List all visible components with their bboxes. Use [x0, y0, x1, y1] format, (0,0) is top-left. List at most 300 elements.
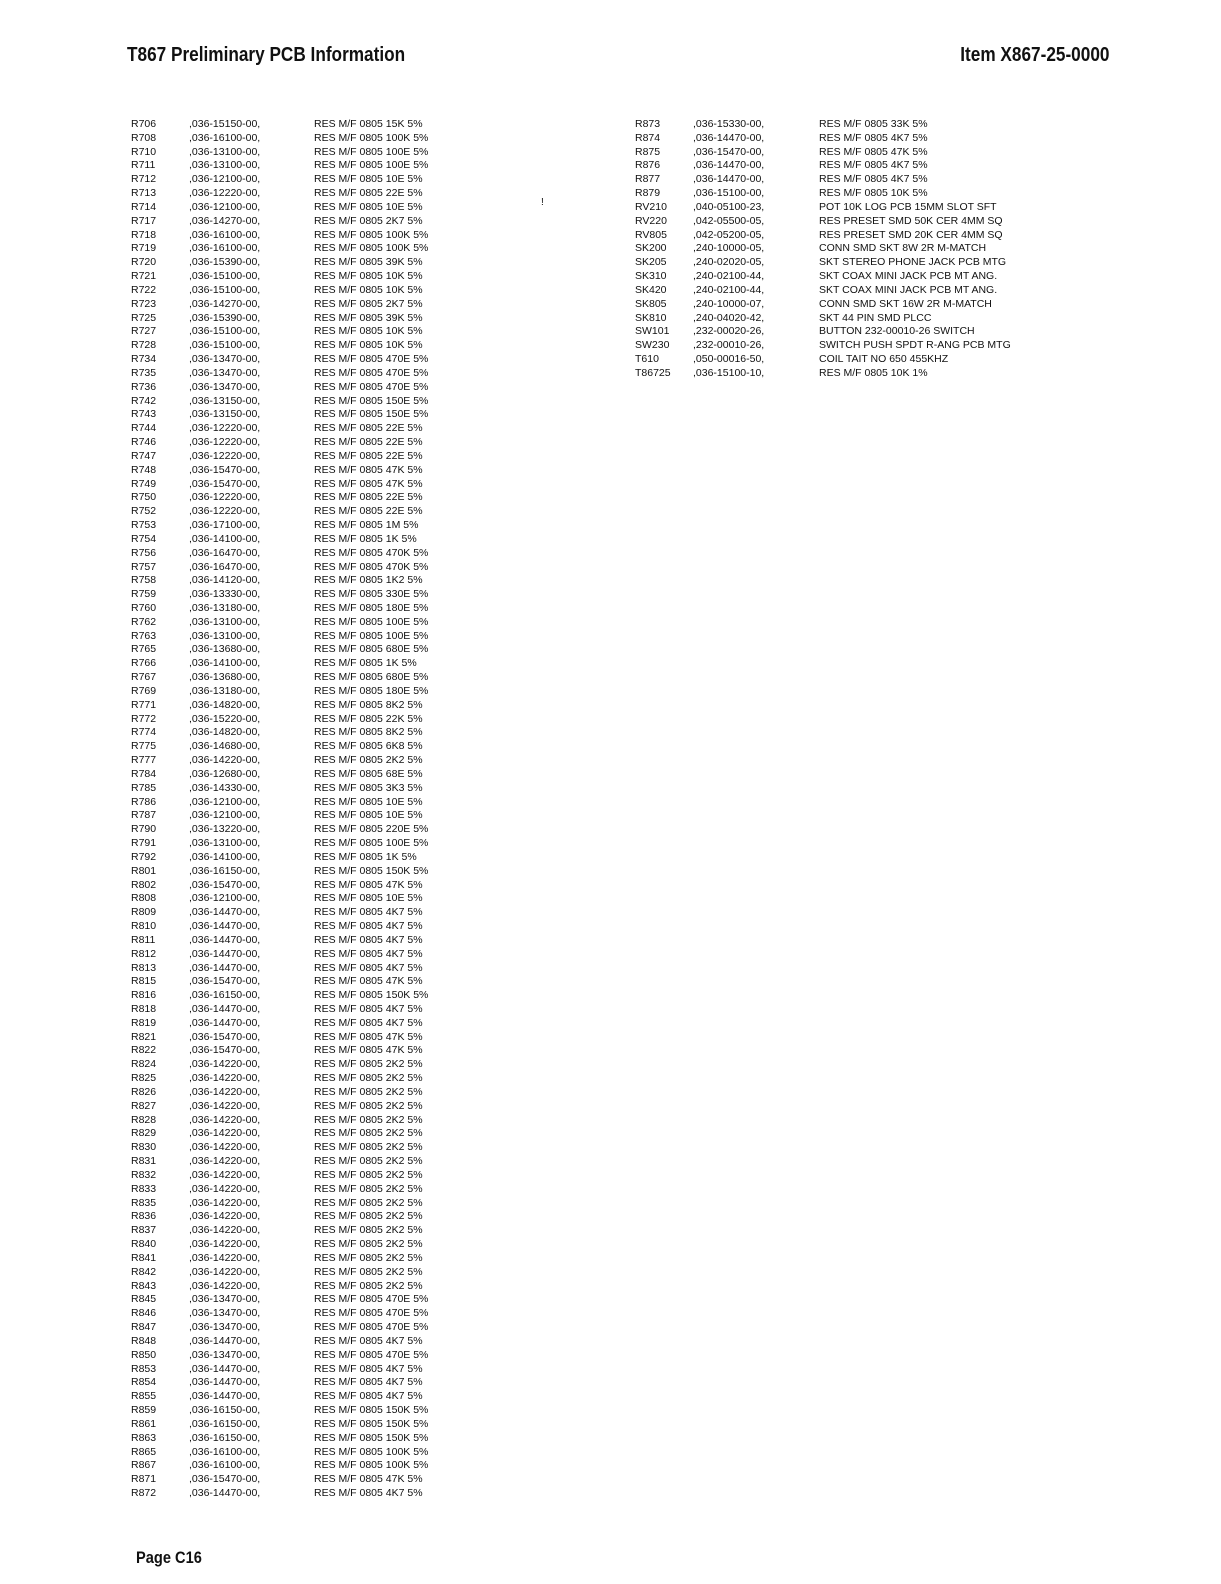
part-description: RES M/F 0805 10E 5% [314, 809, 423, 822]
part-number: ,036-16100-00, [189, 228, 261, 241]
part-row [635, 367, 1065, 381]
part-reference: R743 [131, 408, 157, 421]
part-row [131, 1210, 531, 1224]
part-number: ,036-12100-00, [189, 892, 261, 905]
part-row [635, 256, 1065, 270]
part-number: ,036-16100-00, [189, 131, 261, 144]
part-row [131, 1363, 531, 1377]
part-number: ,036-13100-00, [189, 159, 261, 172]
part-number: ,036-16470-00, [189, 546, 261, 559]
part-row [131, 464, 531, 478]
part-row [131, 754, 531, 768]
part-reference: R710 [131, 145, 157, 158]
part-description: RES M/F 0805 39K 5% [314, 311, 423, 324]
part-number: ,240-10000-05, [693, 242, 765, 255]
part-number: ,036-12220-00, [189, 187, 261, 200]
part-reference: R840 [131, 1238, 157, 1251]
part-description: COIL TAIT NO 650 455KHZ [819, 353, 949, 366]
part-number: ,036-15100-00, [189, 283, 261, 296]
part-reference: R791 [131, 837, 157, 850]
part-number: ,036-14330-00, [189, 781, 261, 794]
part-number: ,036-12220-00, [189, 505, 261, 518]
part-row [131, 1390, 531, 1404]
part-description: RES M/F 0805 470E 5% [314, 366, 429, 379]
part-number: ,036-12220-00, [189, 449, 261, 462]
part-number: ,036-15470-00, [189, 878, 261, 891]
part-reference: R845 [131, 1293, 157, 1306]
part-reference: R763 [131, 629, 157, 642]
part-reference: SK805 [635, 297, 667, 310]
part-number: ,036-14220-00, [189, 1141, 261, 1154]
part-reference: R828 [131, 1113, 157, 1126]
part-number: ,036-13330-00, [189, 588, 261, 601]
part-description: RES M/F 0805 22E 5% [314, 436, 423, 449]
part-row [635, 146, 1065, 160]
part-number: ,036-16100-00, [189, 242, 261, 255]
part-row [131, 699, 531, 713]
part-number: ,036-15470-00, [189, 477, 261, 490]
part-description: RES PRESET SMD 50K CER 4MM SQ [819, 214, 1003, 227]
part-row [131, 809, 531, 823]
part-number: ,036-15100-10, [693, 366, 765, 379]
part-reference: R712 [131, 173, 157, 186]
part-description: RES M/F 0805 4K7 5% [314, 1016, 423, 1029]
part-number: ,036-13470-00, [189, 1293, 261, 1306]
part-number: ,036-13680-00, [189, 671, 261, 684]
part-number: ,036-15470-00, [189, 463, 261, 476]
part-number: ,036-13100-00, [189, 629, 261, 642]
part-reference: R821 [131, 1030, 157, 1043]
part-number: ,036-15330-00, [693, 118, 765, 130]
part-description: RES M/F 0805 1K 5% [314, 532, 417, 545]
part-description: RES M/F 0805 8K2 5% [314, 726, 423, 739]
part-description: SKT 44 PIN SMD PLCC [819, 311, 932, 324]
part-number: ,036-12100-00, [189, 809, 261, 822]
part-reference: R859 [131, 1404, 157, 1417]
part-reference: R752 [131, 505, 157, 518]
part-row [131, 837, 531, 851]
part-number: ,036-12220-00, [189, 422, 261, 435]
part-reference: R756 [131, 546, 157, 559]
part-number: ,036-15390-00, [189, 256, 261, 269]
part-number: ,036-14470-00, [189, 933, 261, 946]
part-description: RES M/F 0805 180E 5% [314, 601, 429, 614]
part-row [131, 948, 531, 962]
part-description: RES M/F 0805 100K 5% [314, 228, 429, 241]
part-description: RES M/F 0805 4K7 5% [314, 920, 423, 933]
part-number: ,036-13470-00, [189, 1348, 261, 1361]
part-description: RES M/F 0805 680E 5% [314, 643, 429, 656]
part-number: ,036-14100-00, [189, 657, 261, 670]
part-reference: R815 [131, 975, 157, 988]
part-number: ,240-02020-05, [693, 256, 765, 269]
part-reference: R777 [131, 754, 157, 767]
part-row [131, 1169, 531, 1183]
part-description: RES M/F 0805 1M 5% [314, 519, 419, 532]
part-number: ,036-12220-00, [189, 436, 261, 449]
part-reference: R711 [131, 159, 156, 172]
part-row [131, 1224, 531, 1238]
part-row [131, 561, 531, 575]
part-row [131, 726, 531, 740]
part-reference: R841 [131, 1251, 157, 1264]
part-number: ,036-15100-00, [189, 325, 261, 338]
part-reference: R825 [131, 1072, 157, 1085]
part-description: RES M/F 0805 47K 5% [314, 878, 423, 891]
part-description: RES M/F 0805 100E 5% [314, 159, 429, 172]
part-number: ,036-14820-00, [189, 726, 261, 739]
part-description: RES M/F 0805 2K2 5% [314, 1210, 423, 1223]
part-reference: R836 [131, 1210, 157, 1223]
part-row [131, 547, 531, 561]
part-number: ,036-12100-00, [189, 200, 261, 213]
part-row [131, 657, 531, 671]
part-reference: RV220 [635, 214, 667, 227]
part-description: RES M/F 0805 470E 5% [314, 1321, 429, 1334]
part-number: ,036-13470-00, [189, 1321, 261, 1334]
part-number: ,036-15470-00, [189, 1473, 261, 1486]
part-reference: R848 [131, 1334, 157, 1347]
part-row [635, 339, 1065, 353]
part-reference: R842 [131, 1265, 157, 1278]
part-reference: R757 [131, 560, 157, 573]
part-number: ,036-14100-00, [189, 532, 261, 545]
part-row [131, 1349, 531, 1363]
part-description: RES M/F 0805 47K 5% [314, 1044, 423, 1057]
part-reference: R785 [131, 781, 157, 794]
part-description: RES M/F 0805 100K 5% [314, 131, 429, 144]
part-reference: R742 [131, 394, 157, 407]
part-row [131, 1321, 531, 1335]
part-description: SKT COAX MINI JACK PCB MT ANG. [819, 270, 998, 283]
part-row [131, 270, 531, 284]
part-reference: R872 [131, 1486, 157, 1499]
part-row [131, 1487, 531, 1501]
part-number: ,042-05500-05, [693, 214, 765, 227]
part-row [131, 229, 531, 243]
part-row [131, 201, 531, 215]
part-number: ,036-14270-00, [189, 214, 261, 227]
part-row [131, 1404, 531, 1418]
part-row [131, 602, 531, 616]
part-row [131, 1418, 531, 1432]
part-description: RES M/F 0805 150E 5% [314, 394, 429, 407]
part-reference: R754 [131, 532, 157, 545]
part-reference: R816 [131, 989, 157, 1002]
part-row [131, 1238, 531, 1252]
part-reference: SK310 [635, 270, 667, 283]
part-reference: SW101 [635, 325, 670, 338]
stray-mark: ! [541, 197, 544, 208]
part-row [131, 1127, 531, 1141]
part-description: RES M/F 0805 2K2 5% [314, 1058, 423, 1071]
part-description: RES M/F 0805 330E 5% [314, 588, 429, 601]
part-number: ,036-13470-00, [189, 380, 261, 393]
part-reference: R811 [131, 933, 156, 946]
part-description: RES M/F 0805 2K2 5% [314, 1113, 423, 1126]
part-reference: R748 [131, 463, 157, 476]
part-number: ,036-15100-00, [189, 270, 261, 283]
part-description: BUTTON 232-00010-26 SWITCH [819, 325, 975, 338]
part-reference: R766 [131, 657, 157, 670]
part-row [131, 325, 531, 339]
part-description: RES M/F 0805 2K2 5% [314, 1265, 423, 1278]
part-reference: R790 [131, 823, 157, 836]
part-number: ,036-14220-00, [189, 1072, 261, 1085]
part-description: RES M/F 0805 100E 5% [314, 837, 429, 850]
part-row [131, 1003, 531, 1017]
part-number: ,036-14470-00, [693, 173, 765, 186]
part-row [131, 1017, 531, 1031]
part-number: ,232-00010-26, [693, 339, 765, 352]
part-row [131, 1252, 531, 1266]
part-description: RES M/F 0805 4K7 5% [314, 1334, 423, 1347]
part-description: RES M/F 0805 47K 5% [314, 477, 423, 490]
part-row [635, 229, 1065, 243]
part-reference: R722 [131, 283, 157, 296]
page-number: Page C16 [136, 1548, 202, 1567]
part-reference: R809 [131, 906, 157, 919]
part-row [635, 118, 1065, 132]
part-description: RES M/F 0805 1K 5% [314, 850, 417, 863]
part-reference: R725 [131, 311, 157, 324]
part-reference: R784 [131, 767, 157, 780]
part-description: RES M/F 0805 470E 5% [314, 1348, 429, 1361]
part-row [131, 1473, 531, 1487]
part-number: ,036-13220-00, [189, 823, 261, 836]
part-number: ,036-14220-00, [189, 1182, 261, 1195]
part-description: RES M/F 0805 3K3 5% [314, 781, 423, 794]
part-number: ,036-14470-00, [693, 131, 765, 144]
part-description: RES M/F 0805 22E 5% [314, 449, 423, 462]
part-description: RES M/F 0805 2K2 5% [314, 1072, 423, 1085]
part-number: ,036-15390-00, [189, 311, 261, 324]
part-description: RES M/F 0805 150K 5% [314, 1404, 429, 1417]
part-description: RES M/F 0805 8K2 5% [314, 698, 423, 711]
part-description: RES M/F 0805 10K 5% [314, 270, 423, 283]
part-reference: R854 [131, 1376, 157, 1389]
part-description: RES M/F 0805 4K7 5% [314, 1390, 423, 1403]
part-number: ,036-13470-00, [189, 353, 261, 366]
part-number: ,036-14470-00, [189, 1362, 261, 1375]
part-row [635, 298, 1065, 312]
part-number: ,036-12100-00, [189, 795, 261, 808]
part-reference: R762 [131, 615, 157, 628]
part-row [131, 851, 531, 865]
part-row [131, 1266, 531, 1280]
part-reference: R829 [131, 1127, 157, 1140]
part-reference: R808 [131, 892, 157, 905]
part-number: ,036-14470-00, [189, 906, 261, 919]
part-reference: R827 [131, 1099, 157, 1112]
part-reference: R736 [131, 380, 157, 393]
part-reference: R832 [131, 1168, 157, 1181]
part-row [635, 270, 1065, 284]
part-description: RES M/F 0805 150E 5% [314, 408, 429, 421]
part-description: RES M/F 0805 2K2 5% [314, 754, 423, 767]
part-description: RES M/F 0805 100E 5% [314, 615, 429, 628]
part-reference: R747 [131, 449, 157, 462]
part-row [131, 256, 531, 270]
part-number: ,036-14470-00, [189, 1376, 261, 1389]
part-row [131, 187, 531, 201]
part-reference: R833 [131, 1182, 157, 1195]
part-description: RES M/F 0805 4K7 5% [314, 1003, 423, 1015]
part-row [131, 616, 531, 630]
part-description: RES M/F 0805 47K 5% [819, 145, 928, 158]
part-row [131, 1114, 531, 1128]
part-number: ,036-13180-00, [189, 684, 261, 697]
part-description: RES M/F 0805 220E 5% [314, 823, 429, 836]
part-description: RES M/F 0805 2K2 5% [314, 1251, 423, 1264]
part-number: ,036-14470-00, [189, 1390, 261, 1403]
part-description: RES M/F 0805 15K 5% [314, 118, 423, 130]
part-number: ,036-15470-00, [189, 975, 261, 988]
part-description: RES M/F 0805 2K7 5% [314, 214, 423, 227]
part-number: ,036-13470-00, [189, 366, 261, 379]
part-row [131, 478, 531, 492]
part-reference: R853 [131, 1362, 157, 1375]
part-row [131, 1141, 531, 1155]
part-row [131, 422, 531, 436]
part-reference: R734 [131, 353, 157, 366]
part-reference: RV805 [635, 228, 667, 241]
part-number: ,036-15220-00, [189, 712, 261, 725]
part-description: RES M/F 0805 100K 5% [314, 1445, 429, 1458]
part-reference: R831 [131, 1155, 157, 1168]
part-description: RES M/F 0805 470E 5% [314, 353, 429, 366]
part-row [131, 934, 531, 948]
parts-list-left [131, 118, 531, 1501]
document-title: T867 Preliminary PCB Information [127, 44, 406, 66]
part-row [131, 146, 531, 160]
part-number: ,036-14220-00, [189, 1058, 261, 1071]
part-row [635, 132, 1065, 146]
part-description: RES M/F 0805 470K 5% [314, 560, 429, 573]
part-row [635, 312, 1065, 326]
part-description: RES M/F 0805 2K2 5% [314, 1127, 423, 1140]
part-reference: R787 [131, 809, 157, 822]
part-number: ,036-16150-00, [189, 1431, 261, 1444]
part-number: ,036-15470-00, [189, 1044, 261, 1057]
part-number: ,240-10000-07, [693, 297, 765, 310]
part-row [131, 1446, 531, 1460]
part-row [131, 1086, 531, 1100]
part-number: ,240-02100-44, [693, 283, 765, 296]
part-row [131, 671, 531, 685]
part-description: RES M/F 0805 470E 5% [314, 1307, 429, 1320]
part-number: ,036-14470-00, [189, 1003, 261, 1015]
part-reference: R713 [131, 187, 157, 200]
part-reference: R846 [131, 1307, 157, 1320]
part-reference: SK205 [635, 256, 667, 269]
part-number: ,036-16100-00, [189, 1445, 261, 1458]
part-number: ,036-14470-00, [189, 1334, 261, 1347]
part-description: RES M/F 0805 47K 5% [314, 1030, 423, 1043]
part-row [131, 215, 531, 229]
part-reference: R749 [131, 477, 157, 490]
part-number: ,036-14220-00, [189, 1224, 261, 1237]
part-description: RES M/F 0805 6K8 5% [314, 740, 423, 753]
part-description: RES M/F 0805 68E 5% [314, 767, 423, 780]
part-row [131, 1155, 531, 1169]
part-row [131, 242, 531, 256]
item-number: Item X867-25-0000 [959, 44, 1109, 66]
part-reference: R728 [131, 339, 157, 352]
part-reference: R813 [131, 961, 157, 974]
part-description: RES M/F 0805 10K 5% [314, 283, 423, 296]
part-description: RES M/F 0805 2K2 5% [314, 1224, 423, 1237]
part-number: ,036-14220-00, [189, 1085, 261, 1098]
part-reference: R847 [131, 1321, 157, 1334]
part-number: ,036-14470-00, [189, 1486, 261, 1499]
part-reference: R830 [131, 1141, 157, 1154]
part-reference: R824 [131, 1058, 157, 1071]
part-description: RES M/F 0805 2K2 5% [314, 1196, 423, 1209]
part-number: ,036-14820-00, [189, 698, 261, 711]
part-number: ,036-14220-00, [189, 1238, 261, 1251]
part-row [131, 906, 531, 920]
part-number: ,036-14220-00, [189, 1196, 261, 1209]
part-number: ,036-12100-00, [189, 173, 261, 186]
part-row [131, 450, 531, 464]
part-reference: R863 [131, 1431, 157, 1444]
part-row [131, 381, 531, 395]
part-number: ,036-16470-00, [189, 560, 261, 573]
part-description: RES M/F 0805 47K 5% [314, 975, 423, 988]
part-description: RES M/F 0805 22K 5% [314, 712, 423, 725]
part-reference: SK810 [635, 311, 667, 324]
part-row [131, 339, 531, 353]
part-row [131, 505, 531, 519]
part-reference: R721 [131, 270, 157, 283]
part-description: RES M/F 0805 470E 5% [314, 1293, 429, 1306]
part-row [131, 1197, 531, 1211]
part-row [131, 132, 531, 146]
part-row [131, 685, 531, 699]
part-reference: R802 [131, 878, 157, 891]
part-reference: R774 [131, 726, 157, 739]
part-row [131, 574, 531, 588]
part-number: ,036-13150-00, [189, 394, 261, 407]
part-number: ,036-16150-00, [189, 864, 261, 877]
part-description: RES M/F 0805 100K 5% [314, 1459, 429, 1472]
part-description: RES M/F 0805 4K7 5% [819, 131, 928, 144]
part-number: ,036-13100-00, [189, 837, 261, 850]
part-number: ,240-04020-42, [693, 311, 765, 324]
part-row [635, 284, 1065, 298]
part-row [131, 920, 531, 934]
part-description: RES M/F 0805 2K2 5% [314, 1099, 423, 1112]
part-reference: R873 [635, 118, 661, 130]
part-row [131, 395, 531, 409]
part-number: ,036-16150-00, [189, 1404, 261, 1417]
part-number: ,036-15470-00, [693, 145, 765, 158]
part-row [131, 1031, 531, 1045]
part-number: ,036-13470-00, [189, 1307, 261, 1320]
part-reference: R835 [131, 1196, 157, 1209]
part-number: ,036-14470-00, [189, 920, 261, 933]
part-number: ,040-05100-23, [693, 200, 765, 213]
part-reference: R769 [131, 684, 157, 697]
part-description: RES M/F 0805 10E 5% [314, 200, 423, 213]
part-reference: R855 [131, 1390, 157, 1403]
part-description: RES M/F 0805 4K7 5% [314, 1362, 423, 1375]
part-reference: R801 [131, 864, 157, 877]
part-description: POT 10K LOG PCB 15MM SLOT SFT [819, 200, 997, 213]
part-reference: R818 [131, 1003, 157, 1015]
part-number: ,036-16150-00, [189, 989, 261, 1002]
